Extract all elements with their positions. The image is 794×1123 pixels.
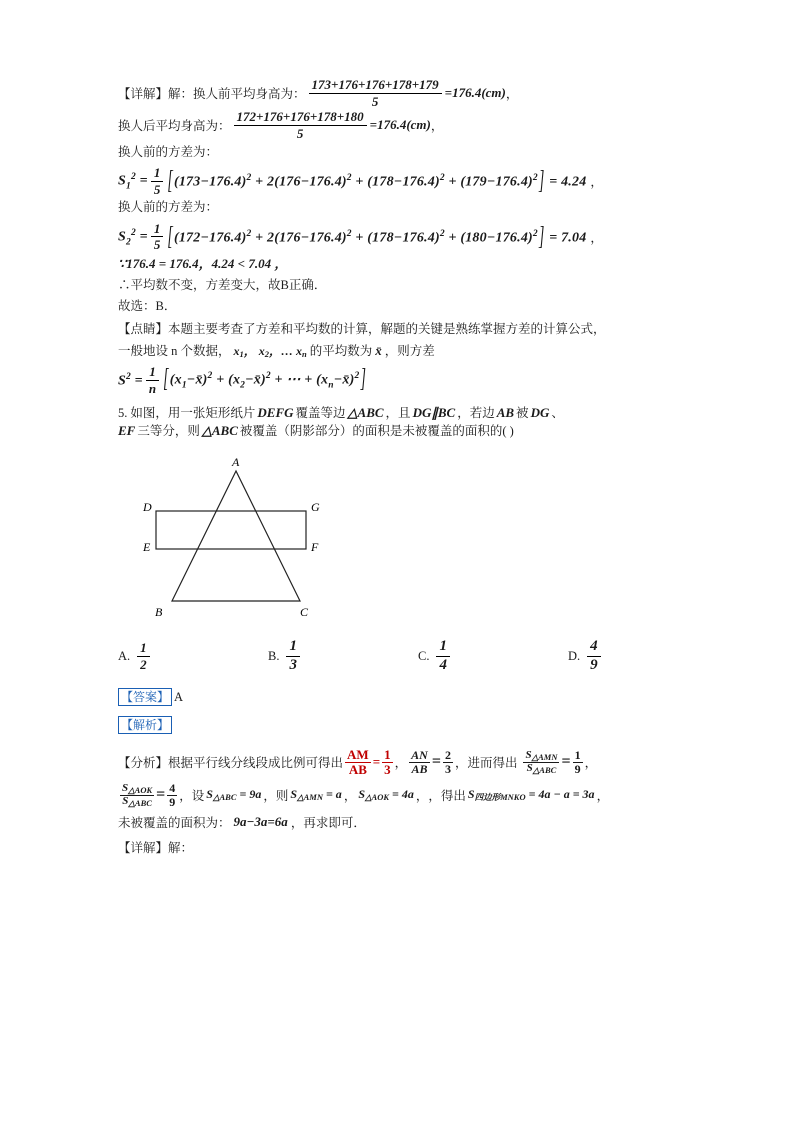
parallel-condition: DG∥BC (412, 405, 456, 421)
avg-after-fraction (234, 110, 367, 140)
variance-general-lhs: $S^2$ = (118, 372, 143, 389)
question-text-part3: ，且 (385, 406, 411, 421)
answer-row (118, 688, 678, 706)
compare-line: ∵176.4 = 176.4，4.24 < 7.04 ， (118, 255, 288, 271)
label-F: F (311, 540, 319, 555)
analysis-head: 【分析】 (118, 756, 169, 771)
avg-after-denominator: 5 (296, 125, 304, 141)
analysis-text-7: ，再求即可． (290, 815, 366, 830)
frac-an-ab-eq-num: 2 (444, 748, 451, 763)
choice-d-fraction (587, 639, 601, 674)
frac-s-aok-eq-den: 9 (169, 794, 176, 809)
avg-before-fraction (309, 78, 442, 108)
tip-label: 【点睛】 (118, 321, 169, 336)
tip-text: 本题主要考查了方差和平均数的计算，解题的关键是熟练掌握方差的计算公式， (168, 321, 606, 336)
avg-after-result: =176.4(cm) (369, 117, 431, 133)
avg-after-label: 换人后平均身高为： (118, 119, 231, 134)
frac-s-amn-num: S△AMN (525, 748, 558, 762)
general-text-3: ，则方差 (384, 343, 435, 358)
label-G: G (311, 500, 320, 515)
triangle-rectangle-diagram (128, 449, 388, 624)
general-text-1: 一般地设 n 个数据， (118, 343, 231, 358)
avg-after-comma: ， (430, 119, 444, 134)
frac-s-aok-eq-num: 4 (169, 781, 176, 796)
choice-c-fraction (436, 639, 450, 674)
choice-a[interactable] (118, 641, 268, 671)
general-variance-row (118, 341, 678, 359)
avg-before-row (118, 78, 678, 108)
segment-ab: AB (496, 405, 515, 421)
choice-b-num: 1 (286, 639, 300, 657)
analysis-text-4: ，则 (263, 789, 289, 804)
analysis-text-1: 根据平行线分线段成比例可得出 (168, 756, 344, 771)
analysis-text-5: ，得出 (428, 789, 466, 804)
s-shadow-eq: S四边形MNKO = 4a − a = 3a (467, 787, 595, 803)
one-fifth-fraction-1: $\frac{1}{5}$ (151, 166, 164, 196)
frac-an-ab-eq-den: 3 (444, 761, 451, 776)
answer-choices (118, 639, 678, 674)
segment-dg: DG (530, 405, 550, 421)
choice-c-tag: C. (418, 648, 430, 663)
triangle-name-2: △ABC (201, 423, 238, 439)
label-A: A (232, 455, 240, 470)
question-5-line-1 (118, 403, 678, 421)
avg-after-numerator: 172+176+176+178+180 (234, 110, 367, 126)
analysis-line-3 (118, 813, 678, 831)
variance-before-formula-row (118, 166, 678, 196)
question-text-part2: 覆盖等边 (295, 406, 346, 421)
s-aok-eq: S△AOK = 4a (358, 787, 414, 803)
frac-am-ab-eq-den: 3 (384, 761, 391, 777)
analysis-label: 【解析】 (118, 716, 172, 734)
analysis-text-6: ， (596, 789, 610, 804)
choice-b[interactable] (268, 639, 418, 674)
variance-before-comma: ， (590, 175, 603, 190)
choice-a-fraction (137, 641, 150, 671)
triangle-name: △ABC (347, 405, 384, 421)
choice-d-tag: D. (568, 648, 581, 663)
label-D: D (143, 500, 152, 515)
question-text-part6: 、 (551, 406, 564, 421)
avg-before-numerator: 173+176+176+178+179 (309, 78, 442, 94)
question-text-part1: 如图，用一张矩形纸片 (130, 406, 256, 421)
variance-after-label: 换人前的方差为： (118, 200, 219, 215)
rect-name: DEFG (257, 405, 294, 421)
document-content (118, 78, 678, 860)
s-amn-eq: S△AMN = a (290, 787, 342, 803)
analysis-line-2: $\frac{\text{S△AOK}}{\text{S△ABC}}$ = $\frac{4}{9}$ ，设 S△ABC = 9a ，则 S△AMN = a ， S△AOK = 4a ， ，得出 S四边形MNKO = 4a − a = 3a ， (122, 781, 610, 809)
uncovered-text: 未被覆盖的面积为： (118, 815, 231, 830)
frac-am-ab (345, 748, 371, 776)
frac-am-ab-num: AM (347, 747, 369, 763)
answer-line: 故选：B． (118, 299, 177, 314)
variance-before-rhs: $[(173-176.4)^2 + 2(176-176.4)^2 + (178-176.4)^2 + (179-176.4)^2] = 4.24$ (167, 167, 587, 197)
frac-an-ab-value (443, 749, 453, 775)
frac-s-amn-den: S△ABC (526, 761, 557, 775)
avg-before-comma: ， (505, 87, 519, 102)
question-5-line-2 (118, 421, 678, 439)
choice-a-tag: A. (118, 648, 131, 663)
choice-a-den: 2 (140, 656, 147, 672)
label-E: E (143, 540, 151, 555)
s-abc-eq: S△ABC = 9a (206, 787, 262, 803)
choice-a-num: 1 (137, 641, 150, 657)
general-text-2: 的平均数为 (309, 343, 373, 358)
label-B: B (155, 605, 163, 620)
variance-after-lhs: $S_2^2$ = (118, 228, 148, 248)
label-C: C (300, 605, 309, 620)
frac-an-ab (409, 749, 430, 775)
avg-before-label: 换人前平均身高为： (193, 87, 306, 102)
choice-d-num: 4 (587, 639, 601, 657)
question-text-part8: 被覆盖（阴影部分）的面积是未被覆盖的面积的( ) (239, 424, 514, 439)
detail2-label: 【详解】解： (118, 840, 194, 855)
choice-b-den: 3 (289, 656, 297, 673)
general-mean: x̄ (375, 342, 382, 358)
choice-d-den: 9 (590, 656, 598, 673)
choice-b-fraction (286, 639, 300, 674)
choice-b-tag: B. (268, 648, 280, 663)
rectangle-defg (156, 511, 306, 549)
variance-after-formula-row (118, 222, 678, 252)
variance-after-comma: ， (590, 230, 603, 245)
equilateral-triangle (172, 471, 300, 601)
analysis-text-2: ，进而得出 (454, 756, 518, 771)
segment-ef: EF (118, 423, 136, 439)
variance-general-rhs: [$(x_1-x̄)^2$ + $(x_2-x̄)^2$ + ⋯ + $(x_n-x̄)^2$] (163, 365, 367, 395)
variance-general-formula-row (118, 365, 678, 395)
question-text-part4: ，若边 (457, 406, 495, 421)
variance-after-rhs: $[(172-176.4)^2 + 2(176-176.4)^2 + (178-176.4)^2 + (180-176.4)^2] = 7.04$ (167, 223, 587, 252)
uncovered-eq: 9a−3a=6a (233, 813, 288, 829)
variance-before-lhs: $S_1^2$ = (118, 172, 148, 192)
frac-am-ab-eq-num: 1 (384, 747, 391, 763)
one-fifth-fraction-2: $\frac{1}{5}$ (151, 222, 164, 252)
choice-c-den: 4 (439, 656, 447, 673)
frac-s-aok-num: S△AOK (122, 781, 153, 795)
frac-s-amn-value (573, 749, 583, 775)
conclusion-line: ∴平均数不变，方差变大，故B正确． (118, 278, 327, 293)
analysis-row (118, 716, 678, 734)
frac-an-ab-den: AB (411, 761, 428, 776)
general-vars: x1， x2，… xn (233, 343, 307, 359)
avg-after-row (118, 110, 678, 140)
choice-c-num: 1 (436, 639, 450, 657)
variance-before-label: 换人前的方差为： (118, 144, 219, 159)
frac-am-ab-value (382, 748, 393, 776)
frac-s-amn-eq-num: 1 (574, 748, 581, 763)
question-text-part5: 被 (516, 406, 529, 421)
frac-an-ab-num: AN (411, 748, 428, 763)
tip-row (118, 319, 678, 337)
frac-s-aok-value (167, 782, 177, 808)
choice-c[interactable] (418, 639, 568, 674)
frac-s-amn-eq-den: 9 (574, 761, 581, 776)
question-text-part7: 三等分，则 (137, 424, 200, 439)
question-number: 5. (118, 406, 128, 421)
analysis-text-3: ，设 (179, 789, 205, 804)
detail-label: 【详解】解： (118, 87, 194, 102)
one-over-n-fraction: $\frac{1}{n}$ (146, 365, 159, 395)
frac-s-aok (120, 783, 154, 808)
avg-before-result: =176.4(cm) (444, 85, 506, 101)
frac-am-ab-den: AB (348, 761, 367, 777)
analysis-line-1: 【分析】 根据平行线分线段成比例可得出 $\frac{AM}{AB}$ = $\frac{1}{3}$ ， $\frac{AN}{AB}$ = $\frac{2}{3}$ ，进而得出 $\frac{\text{S△AMN}}{\text{S△ABC}}$ = $\frac{1}{9}$ ， (118, 747, 598, 777)
choice-d[interactable] (568, 639, 604, 674)
answer-value: A (174, 689, 184, 704)
frac-s-aok-den: S△ABC (122, 794, 152, 809)
answer-label: 【答案】 (118, 688, 172, 706)
geometry-figure (128, 449, 678, 629)
frac-s-amn (523, 750, 559, 775)
avg-before-denominator: 5 (371, 93, 379, 109)
